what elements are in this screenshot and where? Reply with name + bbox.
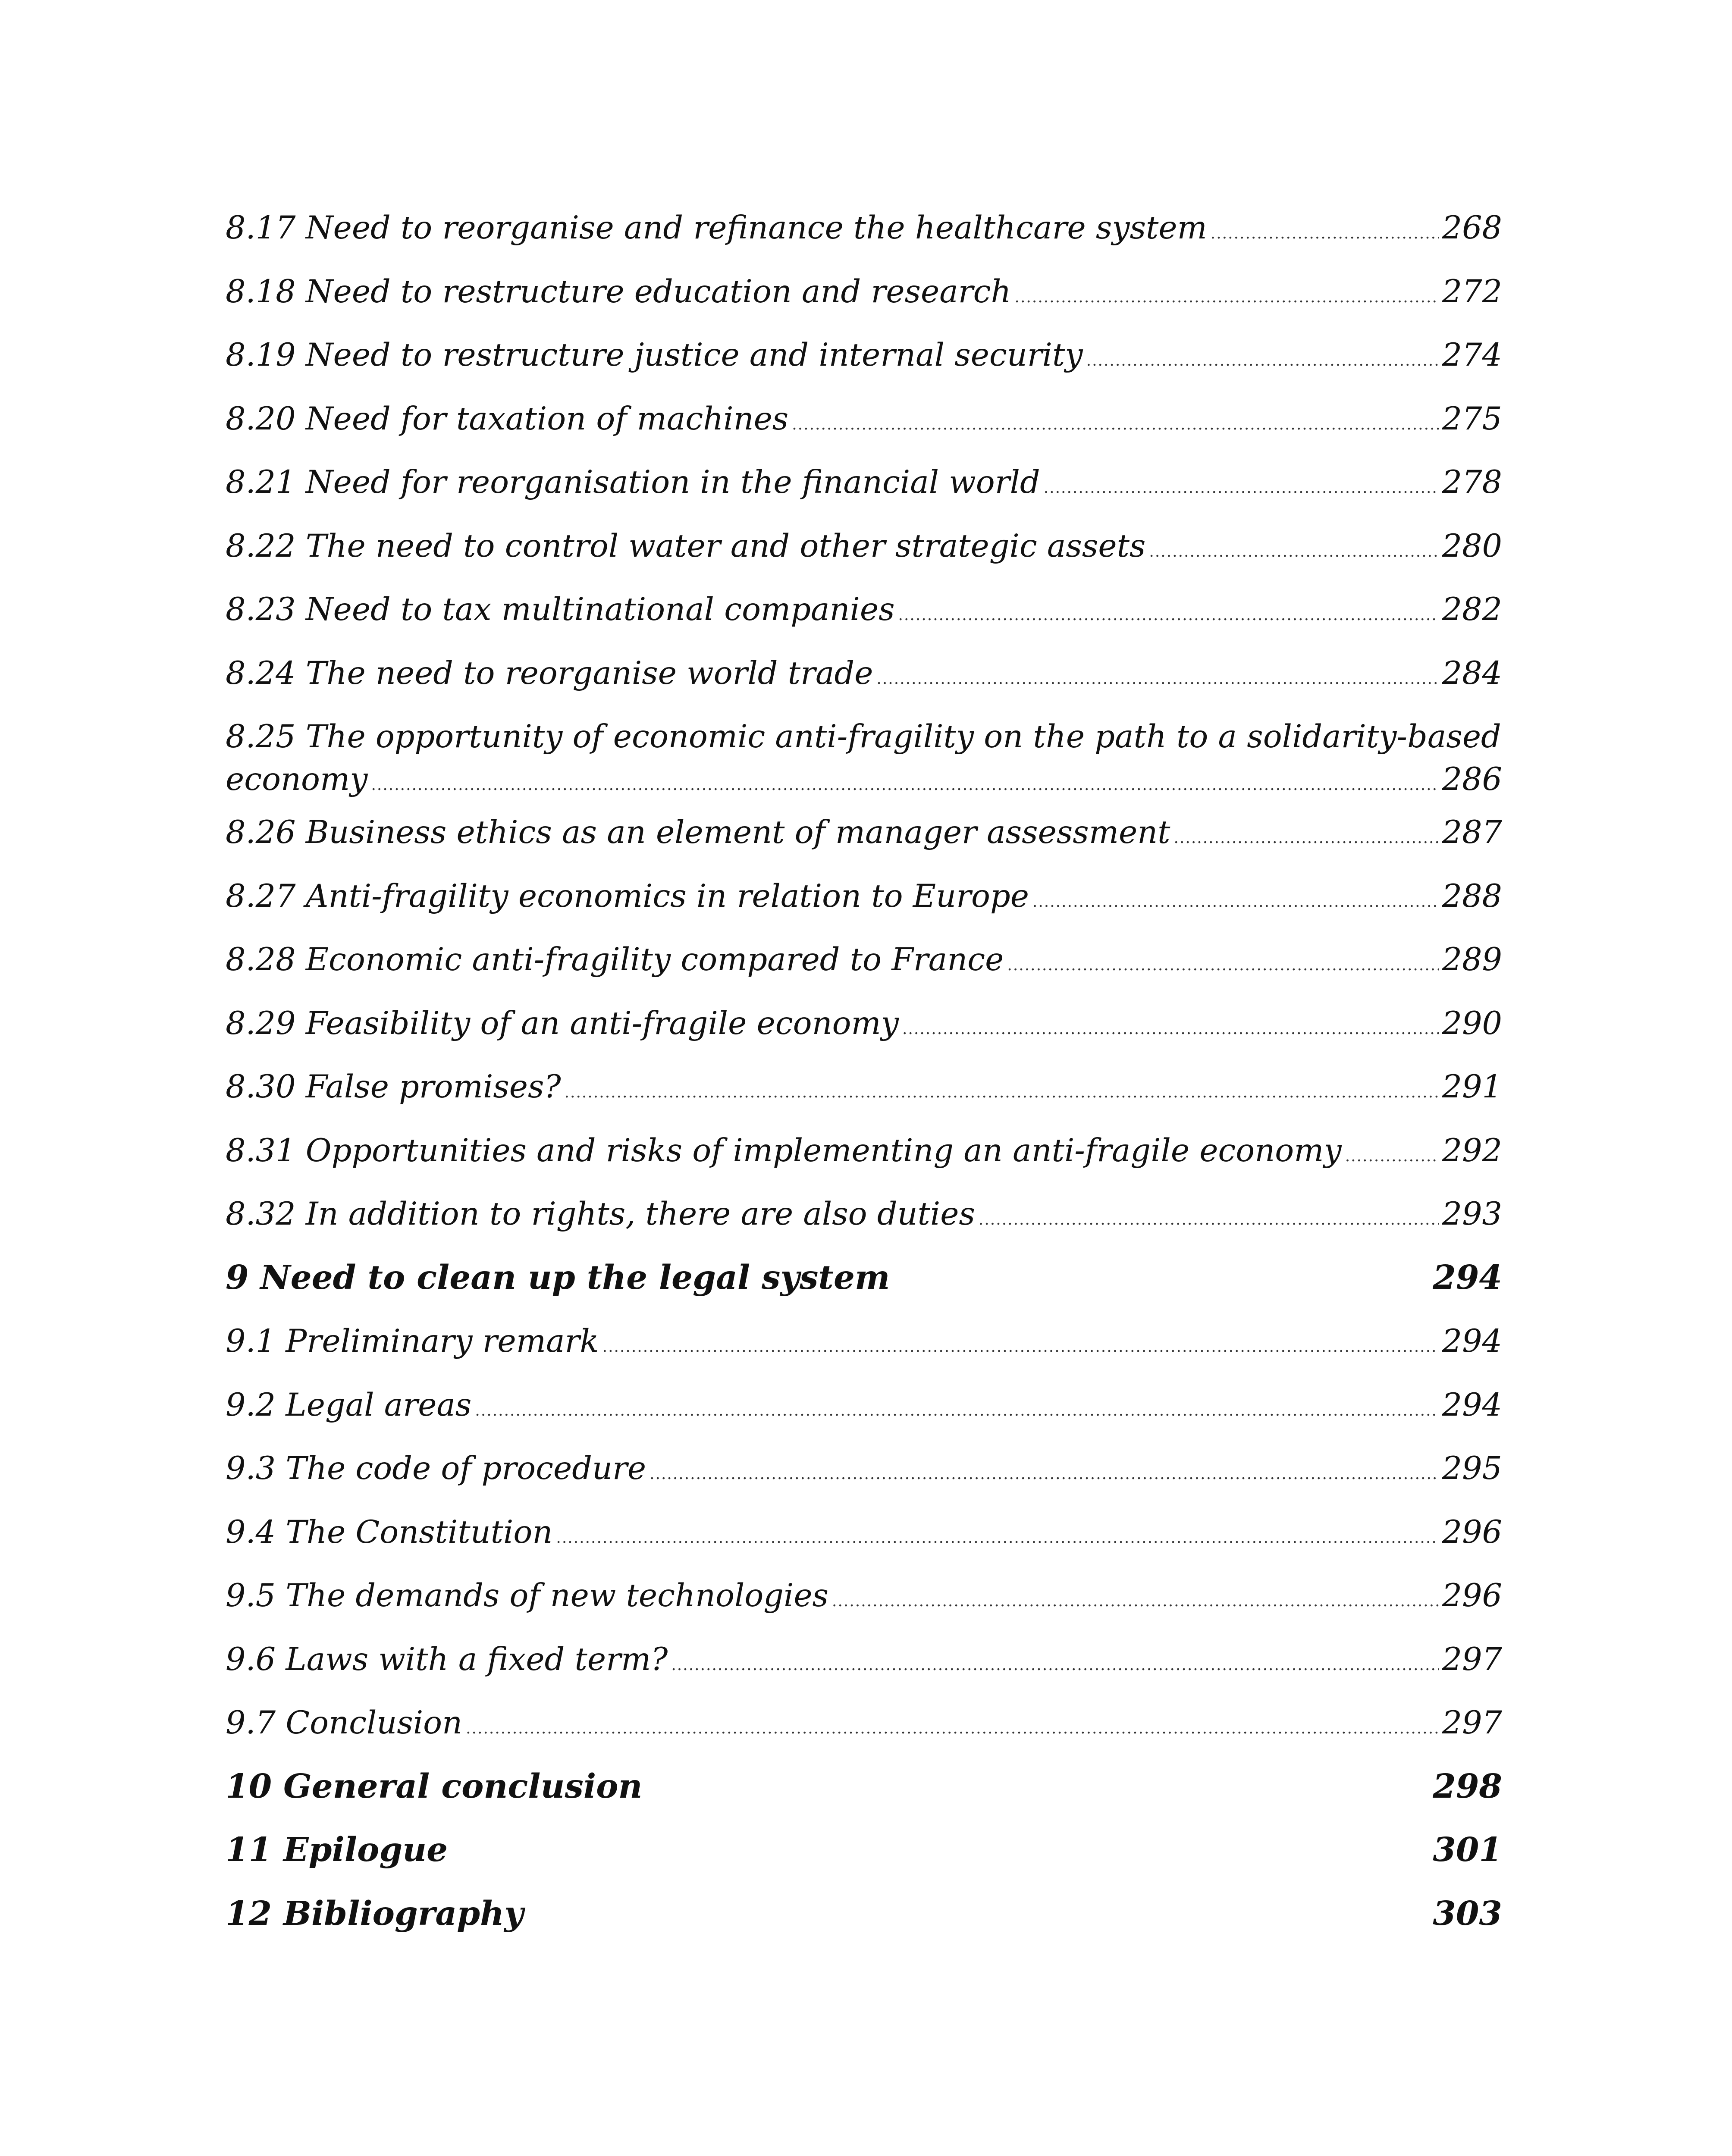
dot-leader [1149, 520, 1438, 584]
dot-leader [1174, 806, 1439, 870]
toc-entry-page: 282 [1442, 591, 1502, 628]
table-of-contents [226, 196, 1502, 1946]
toc-chapter-10[interactable] [226, 1755, 1502, 1819]
toc-entry-8-18[interactable] [226, 260, 1502, 324]
toc-entry-label: 8.30 False promises? [226, 1069, 561, 1105]
toc-entry-label-line1: 8.25 The opportunity of economic anti-fragility on the path to a solidarity-based [226, 718, 1501, 755]
toc-chapter-11[interactable] [226, 1818, 1502, 1882]
toc-entry-8-24[interactable] [226, 642, 1502, 705]
toc-entry-9-6[interactable] [226, 1628, 1502, 1692]
toc-entry-8-29[interactable] [226, 992, 1502, 1056]
toc-chapter-page: 301 [1433, 1830, 1502, 1869]
toc-entry-page: 297 [1442, 1705, 1502, 1741]
dot-leader [371, 764, 1438, 806]
toc-entry-page: 292 [1442, 1132, 1502, 1169]
toc-entry-label: 9.7 Conclusion [226, 1705, 463, 1741]
toc-entry-page: 293 [1442, 1196, 1502, 1232]
toc-entry-8-26[interactable] [226, 801, 1502, 865]
toc-entry-page: 291 [1442, 1069, 1502, 1105]
dot-leader [1345, 1125, 1439, 1188]
dot-leader [1086, 329, 1439, 393]
toc-entry-9-4[interactable] [226, 1501, 1502, 1564]
toc-entry-page: 289 [1442, 941, 1502, 978]
toc-entry-8-22[interactable] [226, 514, 1502, 578]
toc-entry-page: 288 [1442, 877, 1502, 915]
toc-entry-page: 297 [1442, 1641, 1502, 1678]
toc-entry-9-2[interactable] [226, 1373, 1502, 1437]
toc-entry-page: 294 [1442, 1323, 1502, 1360]
toc-entry-page: 274 [1442, 337, 1502, 373]
toc-entry-label: 8.19 Need to restructure justice and internal security [226, 337, 1083, 373]
toc-entry-page: 290 [1442, 1005, 1502, 1042]
dot-leader [671, 1633, 1438, 1697]
toc-entry-label: 9.6 Laws with a fixed term? [226, 1641, 668, 1678]
toc-entry-label: 8.27 Anti-fragility economics in relation to Europe [226, 877, 1029, 915]
toc-entry-label: 8.21 Need for reorganisation in the financial world [226, 464, 1040, 501]
dot-leader [832, 1570, 1439, 1633]
toc-entry-page: 275 [1442, 400, 1502, 437]
toc-chapter-label: 11 Epilogue [226, 1830, 448, 1869]
dot-leader [602, 1315, 1439, 1379]
toc-entry-8-31[interactable] [226, 1119, 1502, 1183]
dot-leader [792, 393, 1438, 457]
toc-chapter-page: 298 [1433, 1767, 1502, 1806]
toc-chapter-label: 10 General conclusion [226, 1767, 643, 1806]
toc-entry-page: 296 [1442, 1577, 1502, 1614]
toc-entry-label: 8.20 Need for taxation of machines [226, 400, 789, 437]
toc-entry-page: 295 [1442, 1450, 1502, 1487]
toc-entry-label: 9.1 Preliminary remark [226, 1323, 599, 1360]
toc-entry-8-27[interactable] [226, 865, 1502, 928]
toc-entry-8-23[interactable] [226, 578, 1502, 642]
toc-entry-label: 8.29 Feasibility of an anti-fragile economy [226, 1005, 899, 1042]
dot-leader [650, 1442, 1439, 1506]
toc-chapter-label: 12 Bibliography [226, 1894, 524, 1933]
toc-entry-8-20[interactable] [226, 387, 1502, 451]
dot-leader [565, 1061, 1439, 1125]
toc-entry-label-line2: economy [226, 761, 368, 798]
dot-leader [1211, 202, 1439, 266]
dot-leader [556, 1506, 1438, 1570]
dot-leader [475, 1379, 1438, 1443]
toc-entry-page: 268 [1442, 210, 1502, 246]
toc-entry-page: 296 [1442, 1514, 1502, 1551]
toc-chapter-9[interactable] [226, 1246, 1502, 1310]
toc-entry-8-21[interactable] [226, 451, 1502, 514]
dot-leader [902, 997, 1439, 1061]
toc-entry-label: 8.24 The need to reorganise world trade [226, 655, 873, 692]
toc-entry-8-17[interactable] [226, 196, 1502, 260]
toc-entry-page: 287 [1442, 814, 1502, 851]
toc-entry-page: 272 [1442, 273, 1502, 310]
toc-entry-label: 8.18 Need to restructure education and research [226, 273, 1011, 310]
toc-entry-label: 9.2 Legal areas [226, 1386, 472, 1423]
toc-entry-9-1[interactable] [226, 1310, 1502, 1373]
toc-entry-label: 9.5 The demands of new technologies [226, 1577, 829, 1614]
toc-entry-label: 9.4 The Constitution [226, 1514, 553, 1551]
toc-entry-8-28[interactable] [226, 928, 1502, 992]
dot-leader [1032, 870, 1439, 934]
toc-entry-page: 294 [1442, 1386, 1502, 1423]
toc-entry-label: 8.31 Opportunities and risks of implementing an anti-fragile economy [226, 1132, 1342, 1169]
toc-chapter-page: 294 [1433, 1258, 1502, 1297]
toc-entry-8-30[interactable] [226, 1055, 1502, 1119]
toc-entry-label: 8.23 Need to tax multinational companies [226, 591, 895, 628]
dot-leader [898, 583, 1439, 647]
toc-entry-label: 9.3 The code of procedure [226, 1450, 646, 1487]
toc-entry-page: 284 [1442, 655, 1502, 692]
toc-entry-label: 8.26 Business ethics as an element of manager assessment [226, 814, 1170, 851]
toc-entry-9-3[interactable] [226, 1437, 1502, 1501]
toc-entry-9-7[interactable] [226, 1691, 1502, 1755]
dot-leader [1044, 456, 1439, 520]
dot-leader [1015, 266, 1439, 329]
toc-entry-label: 8.28 Economic anti-fragility compared to France [226, 941, 1004, 978]
toc-entry-label: 8.17 Need to reorganise and refinance the healthcare system [226, 210, 1207, 246]
dot-leader [1007, 934, 1438, 997]
dot-leader [876, 647, 1438, 711]
toc-entry-8-32[interactable] [226, 1182, 1502, 1246]
dot-leader [466, 1697, 1439, 1761]
toc-entry-page: 286 [1442, 761, 1502, 798]
toc-entry-page: 280 [1442, 527, 1502, 564]
toc-entry-8-19[interactable] [226, 323, 1502, 387]
toc-entry-page: 278 [1442, 464, 1502, 501]
toc-chapter-page: 303 [1433, 1894, 1502, 1933]
dot-leader [979, 1188, 1439, 1252]
toc-entry-8-25[interactable] [226, 705, 1502, 801]
toc-chapter-12[interactable] [226, 1882, 1502, 1946]
toc-chapter-label: 9 Need to clean up the legal system [226, 1258, 890, 1297]
toc-entry-9-5[interactable] [226, 1564, 1502, 1628]
toc-entry-label: 8.22 The need to control water and other strategic assets [226, 527, 1146, 564]
toc-entry-label: 8.32 In addition to rights, there are also duties [226, 1196, 975, 1232]
